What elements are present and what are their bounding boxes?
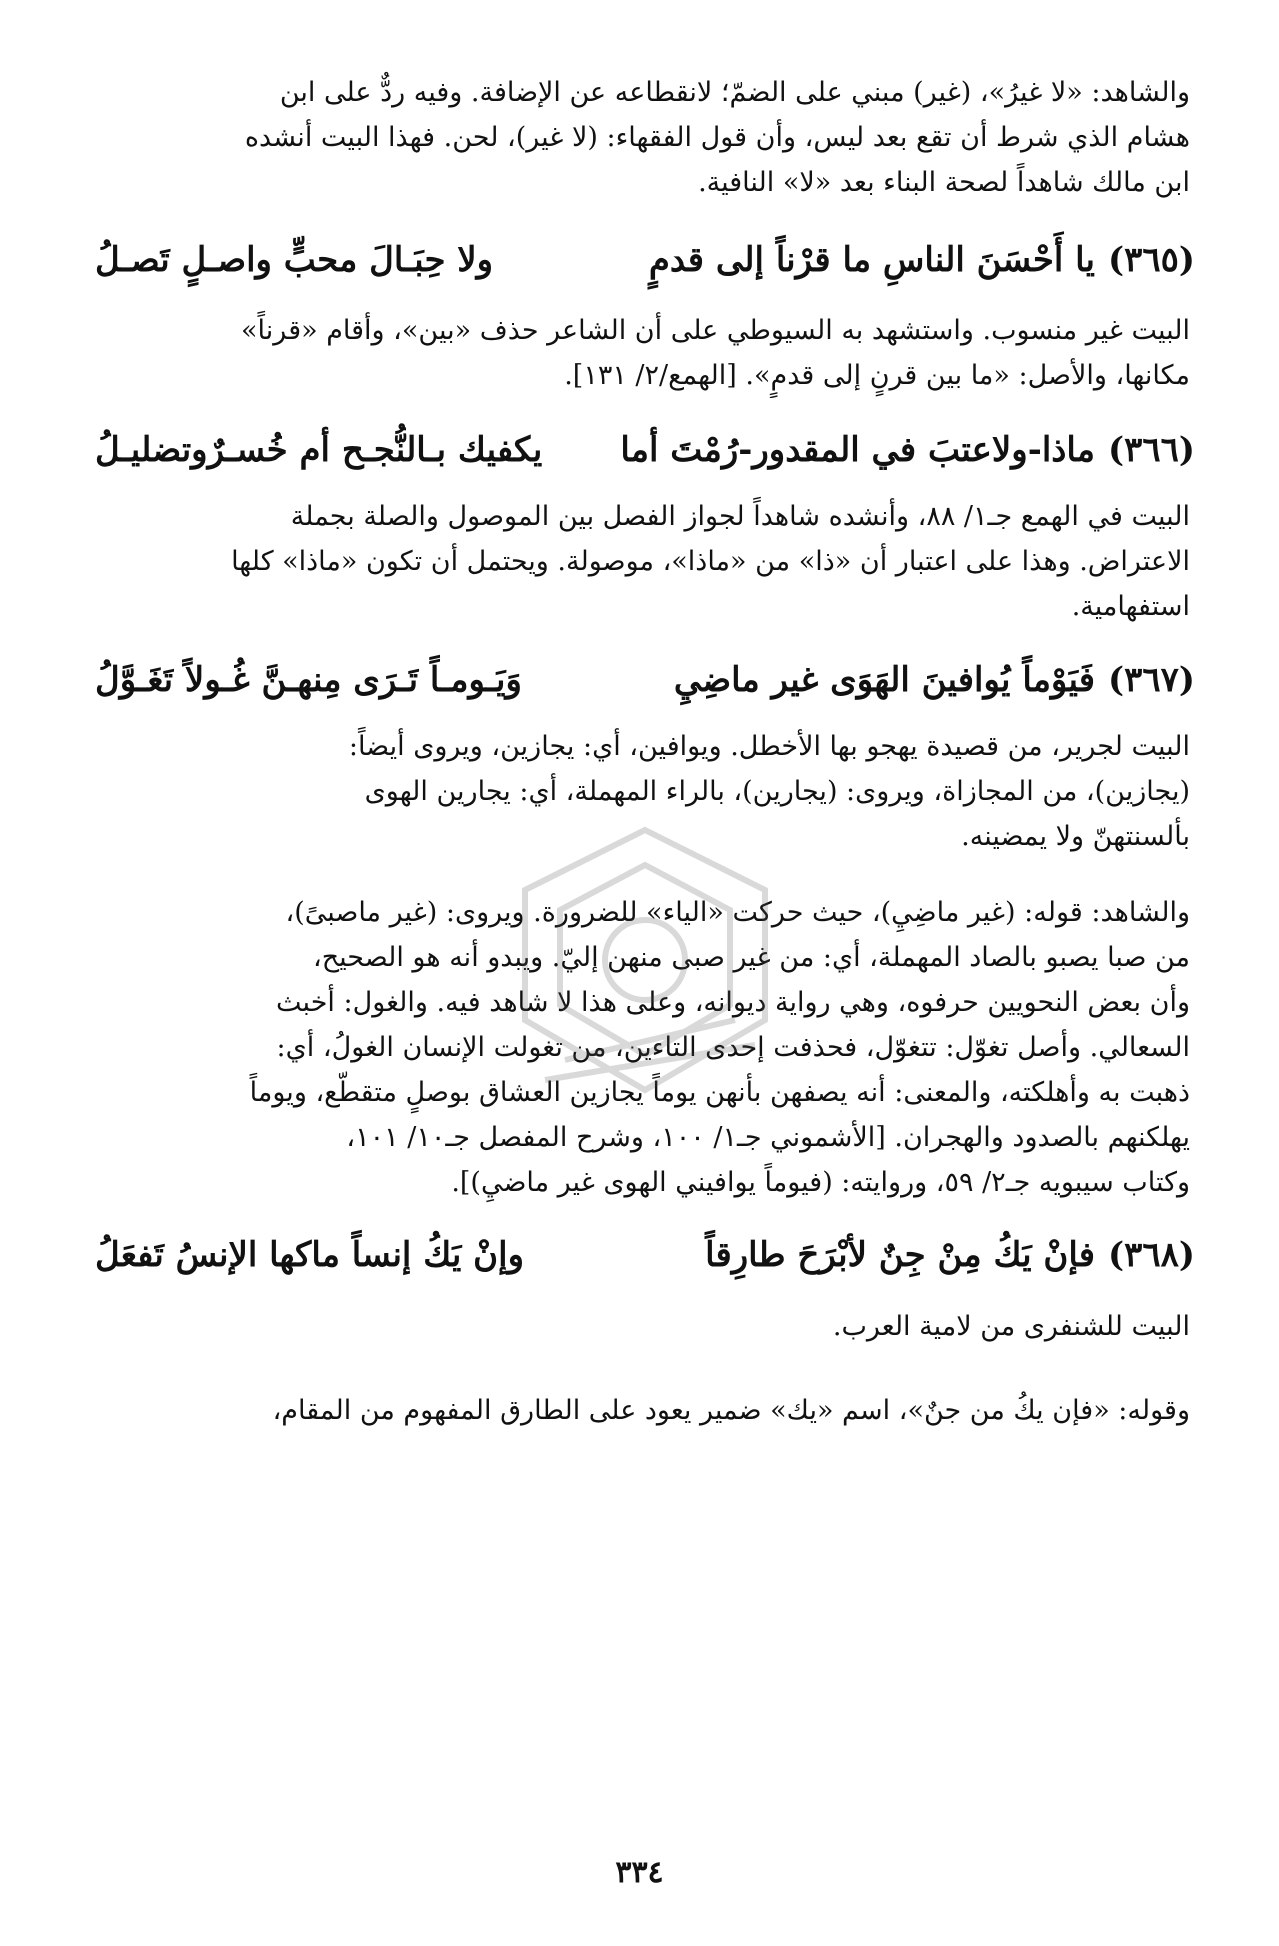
verse-365 bbox=[95, 230, 1195, 290]
text-line: (يجازين)، من المجازاة، ويروى: (يجارين)، بالراء المهملة، أي: يجارين الهوى bbox=[364, 776, 1190, 807]
verse-366 bbox=[95, 420, 1195, 480]
text-line: هشام الذي شرط أن تقع بعد ليس، وأن قول الفقهاء: (لا غير)، لحن. فهذا البيت أنشده bbox=[244, 122, 1190, 153]
verse-second-hemistich: ولا حِبَـالَ محبٍّ واصـلٍ تَصـلُ bbox=[95, 240, 494, 280]
text-line: وقوله: «فإن يكُ من جنٌ»، اسم «يك» ضمير يعود على الطارق المفهوم من المقام، bbox=[272, 1395, 1190, 1426]
verse-second-hemistich: وإنْ يَكُ إنساً ماكها الإنسُ تَفعَلُ bbox=[95, 1235, 524, 1275]
text-line: وكتاب سيبويه جـ٢/ ٥٩، وروايته: (فيوماً يوافيني الهوى غير ماضيِ)]. bbox=[451, 1167, 1190, 1198]
verse-first-hemistich: فإنْ يَكُ مِنْ جِنٌ لأبْرَحَ طارِقاً bbox=[705, 1235, 1095, 1275]
library-seal-icon bbox=[505, 820, 785, 1110]
text-line: والشاهد: قوله: (غير ماضِيِ)، حيث حركت «الياء» للضرورة. ويروى: (غير ماصبىً)، bbox=[285, 897, 1190, 928]
verse-second-hemistich: يكفيك بـالنُّجـح أم خُسـرٌوتضليـلُ bbox=[95, 430, 543, 470]
paragraph-3 bbox=[95, 494, 1190, 629]
verse-number: (٣٦٧) bbox=[1108, 660, 1195, 700]
verse-number: (٣٦٥) bbox=[1108, 240, 1195, 280]
verse-first-hemistich: فَيَوْماً يُوافينَ الهَوَى غير ماضِيِ bbox=[673, 660, 1095, 700]
verse-367 bbox=[95, 650, 1195, 710]
text-line: ابن مالك شاهداً لصحة البناء بعد «لا» النافية. bbox=[698, 167, 1190, 198]
text-line: الاعتراض. وهذا على اعتبار أن «ذا» من «ماذا»، موصولة. ويحتمل أن تكون «ماذا» كلها bbox=[231, 546, 1190, 577]
text-line: البيت لجرير، من قصيدة يهجو بها الأخطل. ويوافين، أي: يجازين، ويروى أيضاً: bbox=[348, 731, 1190, 762]
text-line: البيت في الهمع جـ١/ ٨٨، وأنشده شاهداً لجواز الفصل بين الموصول والصلة بجملة bbox=[290, 501, 1190, 532]
text-line: ذهبت به وأهلكته، والمعنى: أنه يصفهن بأنهن يوماً يجازين العشاق بوصلٍ متقطّع، ويوماً bbox=[249, 1077, 1190, 1108]
text-line: مكانها، والأصل: «ما بين قرنٍ إلى قدمٍ». [الهمع/٢/ ١٣١]. bbox=[564, 360, 1190, 391]
text-line: البيت غير منسوب. واستشهد به السيوطي على أن الشاعر حذف «بين»، وأقام «قرناً» bbox=[241, 315, 1190, 346]
paragraph-7 bbox=[95, 1388, 1190, 1433]
text-line: يهلكنهم بالصدود والهجران. [الأشموني جـ١/ ١٠٠، وشرح المفصل جـ١٠/ ١٠١، bbox=[346, 1122, 1190, 1153]
text-line: استفهامية. bbox=[1071, 591, 1190, 622]
verse-second-hemistich: وَيَـومـاً تَـرَى مِنهـنَّ غُـولاً تَغَـوَّلُ bbox=[95, 660, 522, 700]
text-line: السعالي. وأصل تغوّل: تتغوّل، فحذفت إحدى التاءين، من تغولت الإنسان الغولُ، أي: bbox=[276, 1032, 1190, 1063]
text-line: والشاهد: «لا غيرُ»، (غير) مبني على الضمّ؛ لانقطاعه عن الإضافة. وفيه ردٌّ على ابن bbox=[279, 77, 1190, 108]
paragraph-2 bbox=[95, 308, 1190, 398]
verse-number: (٣٦٨) bbox=[1108, 1235, 1195, 1275]
verse-first-hemistich: ماذا-ولاعتبَ في المقدور-رُمْتَ أما bbox=[620, 430, 1095, 470]
verse-first-hemistich: يا أَحْسَنَ الناسِ ما قرْناً إلى قدمٍ bbox=[648, 240, 1095, 280]
verse-368 bbox=[95, 1225, 1195, 1285]
verse-number: (٣٦٦) bbox=[1108, 430, 1195, 470]
text-line: من صبا يصبو بالصاد المهملة، أي: من غير صبى منهن إليّ. ويبدو أنه هو الصحيح، bbox=[312, 942, 1190, 973]
paragraph-1 bbox=[95, 70, 1190, 205]
text-line: البيت للشنفرى من لامية العرب. bbox=[832, 1311, 1190, 1342]
page-number: ٣٣٤ bbox=[615, 1855, 664, 1890]
paragraph-6 bbox=[95, 1304, 1190, 1349]
text-line: وأن بعض النحويين حرفوه، وهي رواية ديوانه، وعلى هذا لا شاهد فيه. والغول: أخبث bbox=[276, 987, 1190, 1018]
text-line: بألسنتهنّ ولا يمضينه. bbox=[961, 821, 1190, 852]
